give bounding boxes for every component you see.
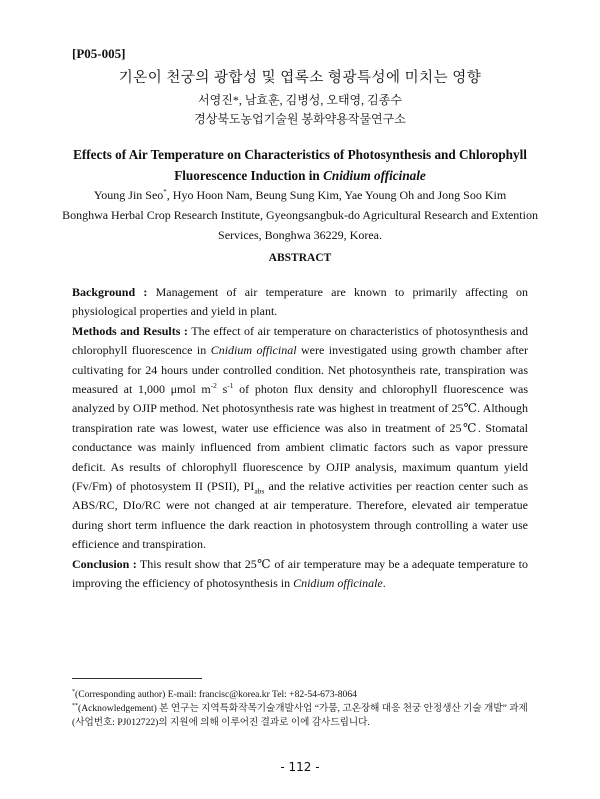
abstract-body [72,283,528,594]
page-number: - 112 - [280,760,320,774]
english-authors-block [60,182,540,245]
methods-text-4: of photon flux density and chlorophyll fluorescence was analyzed by OJIP method. Net photosynthesis rate was highest in treatment of 25℃. Although transpiration rate was lowest, water use efficience was also in treatment of 25℃. Stomatal conductance was mainly influenced from ambient climatic factors such as vapor pressure deficit. As results of chlorophyll fluorescence by OJIP analysis, maximum quantum yield (Fv/Fm) of photosystem II (PSII), PI [72,382,529,494]
conclusion-species: Cnidium officinale [293,576,383,591]
english-title-line1: Effects of Air Temperature on Characteristics of Photosynthesis and Chlorophyll [73,147,527,162]
unit-sup-2: -1 [227,381,234,391]
methods-text-1: The effect of air temperature on characteristics of photosynthesis and chlorophyll fluorescence in [72,323,528,358]
unit-sup-1: -2 [210,381,217,391]
conclusion-text-2: . [382,576,386,591]
abstract-heading: ABSTRACT [268,252,332,264]
english-author-first: Young Jin Seo [93,188,164,202]
conclusion-text-1: This result show that 25℃ of air temperature may be a adequate temperature to improving the efficiency of photosynthesis in [72,556,528,591]
methods-text-2: were investigated using growth chamber after cultivating for 24 hours under controlled condition. Net photosyntheis rate, transpiration was measured at 1,000 μmol m [72,343,528,397]
background-label: Background : [72,285,148,299]
background-paragraph [72,283,528,322]
pi-subscript: abs [254,486,265,496]
methods-text-5: and the relative activities per reaction center such as ABS/RC, DIo/RC were not changed at air temperature. Therefore, elevated air temperatue during short term influence the dark reaction in photosystem through controlling a water use efficience and transpiration. [72,479,529,552]
english-title-species: Cnidium officinale [323,168,426,183]
methods-paragraph [72,322,528,555]
corresponding-mark: * [163,188,167,196]
korean-institution: 경상북도농업기술원 봉화약용작물연구소 [194,112,406,126]
footnote-acknowledgement [72,700,532,729]
footnote-text-1: (Corresponding author) E-mail: francisc@korea.kr Tel: +82-54-673-8064 [75,689,357,701]
footnote-mark-2: ** [72,703,78,709]
korean-authors: 서영진*, 남효훈, 김병성, 오태영, 김종수 [198,93,402,107]
conclusion-paragraph [72,555,528,594]
footnote-divider [72,678,202,679]
background-text: Management of air temperature are known to primarily affecting on physiological properties and yield in plant. [72,285,528,319]
abstract-code: [P05-005] [72,46,126,61]
korean-title: 기온이 천궁의 광합성 및 엽록소 형광특성에 미치는 영향 [118,70,482,86]
methods-species: Cnidium officinal [210,343,297,358]
english-affiliation: Bonghwa Herbal Crop Research Institute, Gyeongsangbuk-do Agricultural Research and Extention Services, Bonghwa 36229, Korea. [62,208,538,242]
conclusion-label: Conclusion : [72,556,137,571]
methods-text-3: s [216,382,228,397]
methods-label: Methods and Results : [72,323,188,338]
english-title [60,144,540,186]
footnote-text-2: (Acknowledgement) 본 연구는 지역특화작목기술개발사업 “가뭄, 고온장해 대응 천궁 안정생산 기술 개발” 과제(사업번호: PJ012722)의 지원에 의해 이루어진 결과로 이에 감사드립니다. [72,703,528,728]
english-authors-rest: , Hyo Hoon Nam, Beung Sung Kim, Yae Young Oh and Jong Soo Kim [166,188,507,202]
footnote-mark-1: * [72,689,75,695]
english-title-line2: Fluorescence Induction in [174,168,324,183]
